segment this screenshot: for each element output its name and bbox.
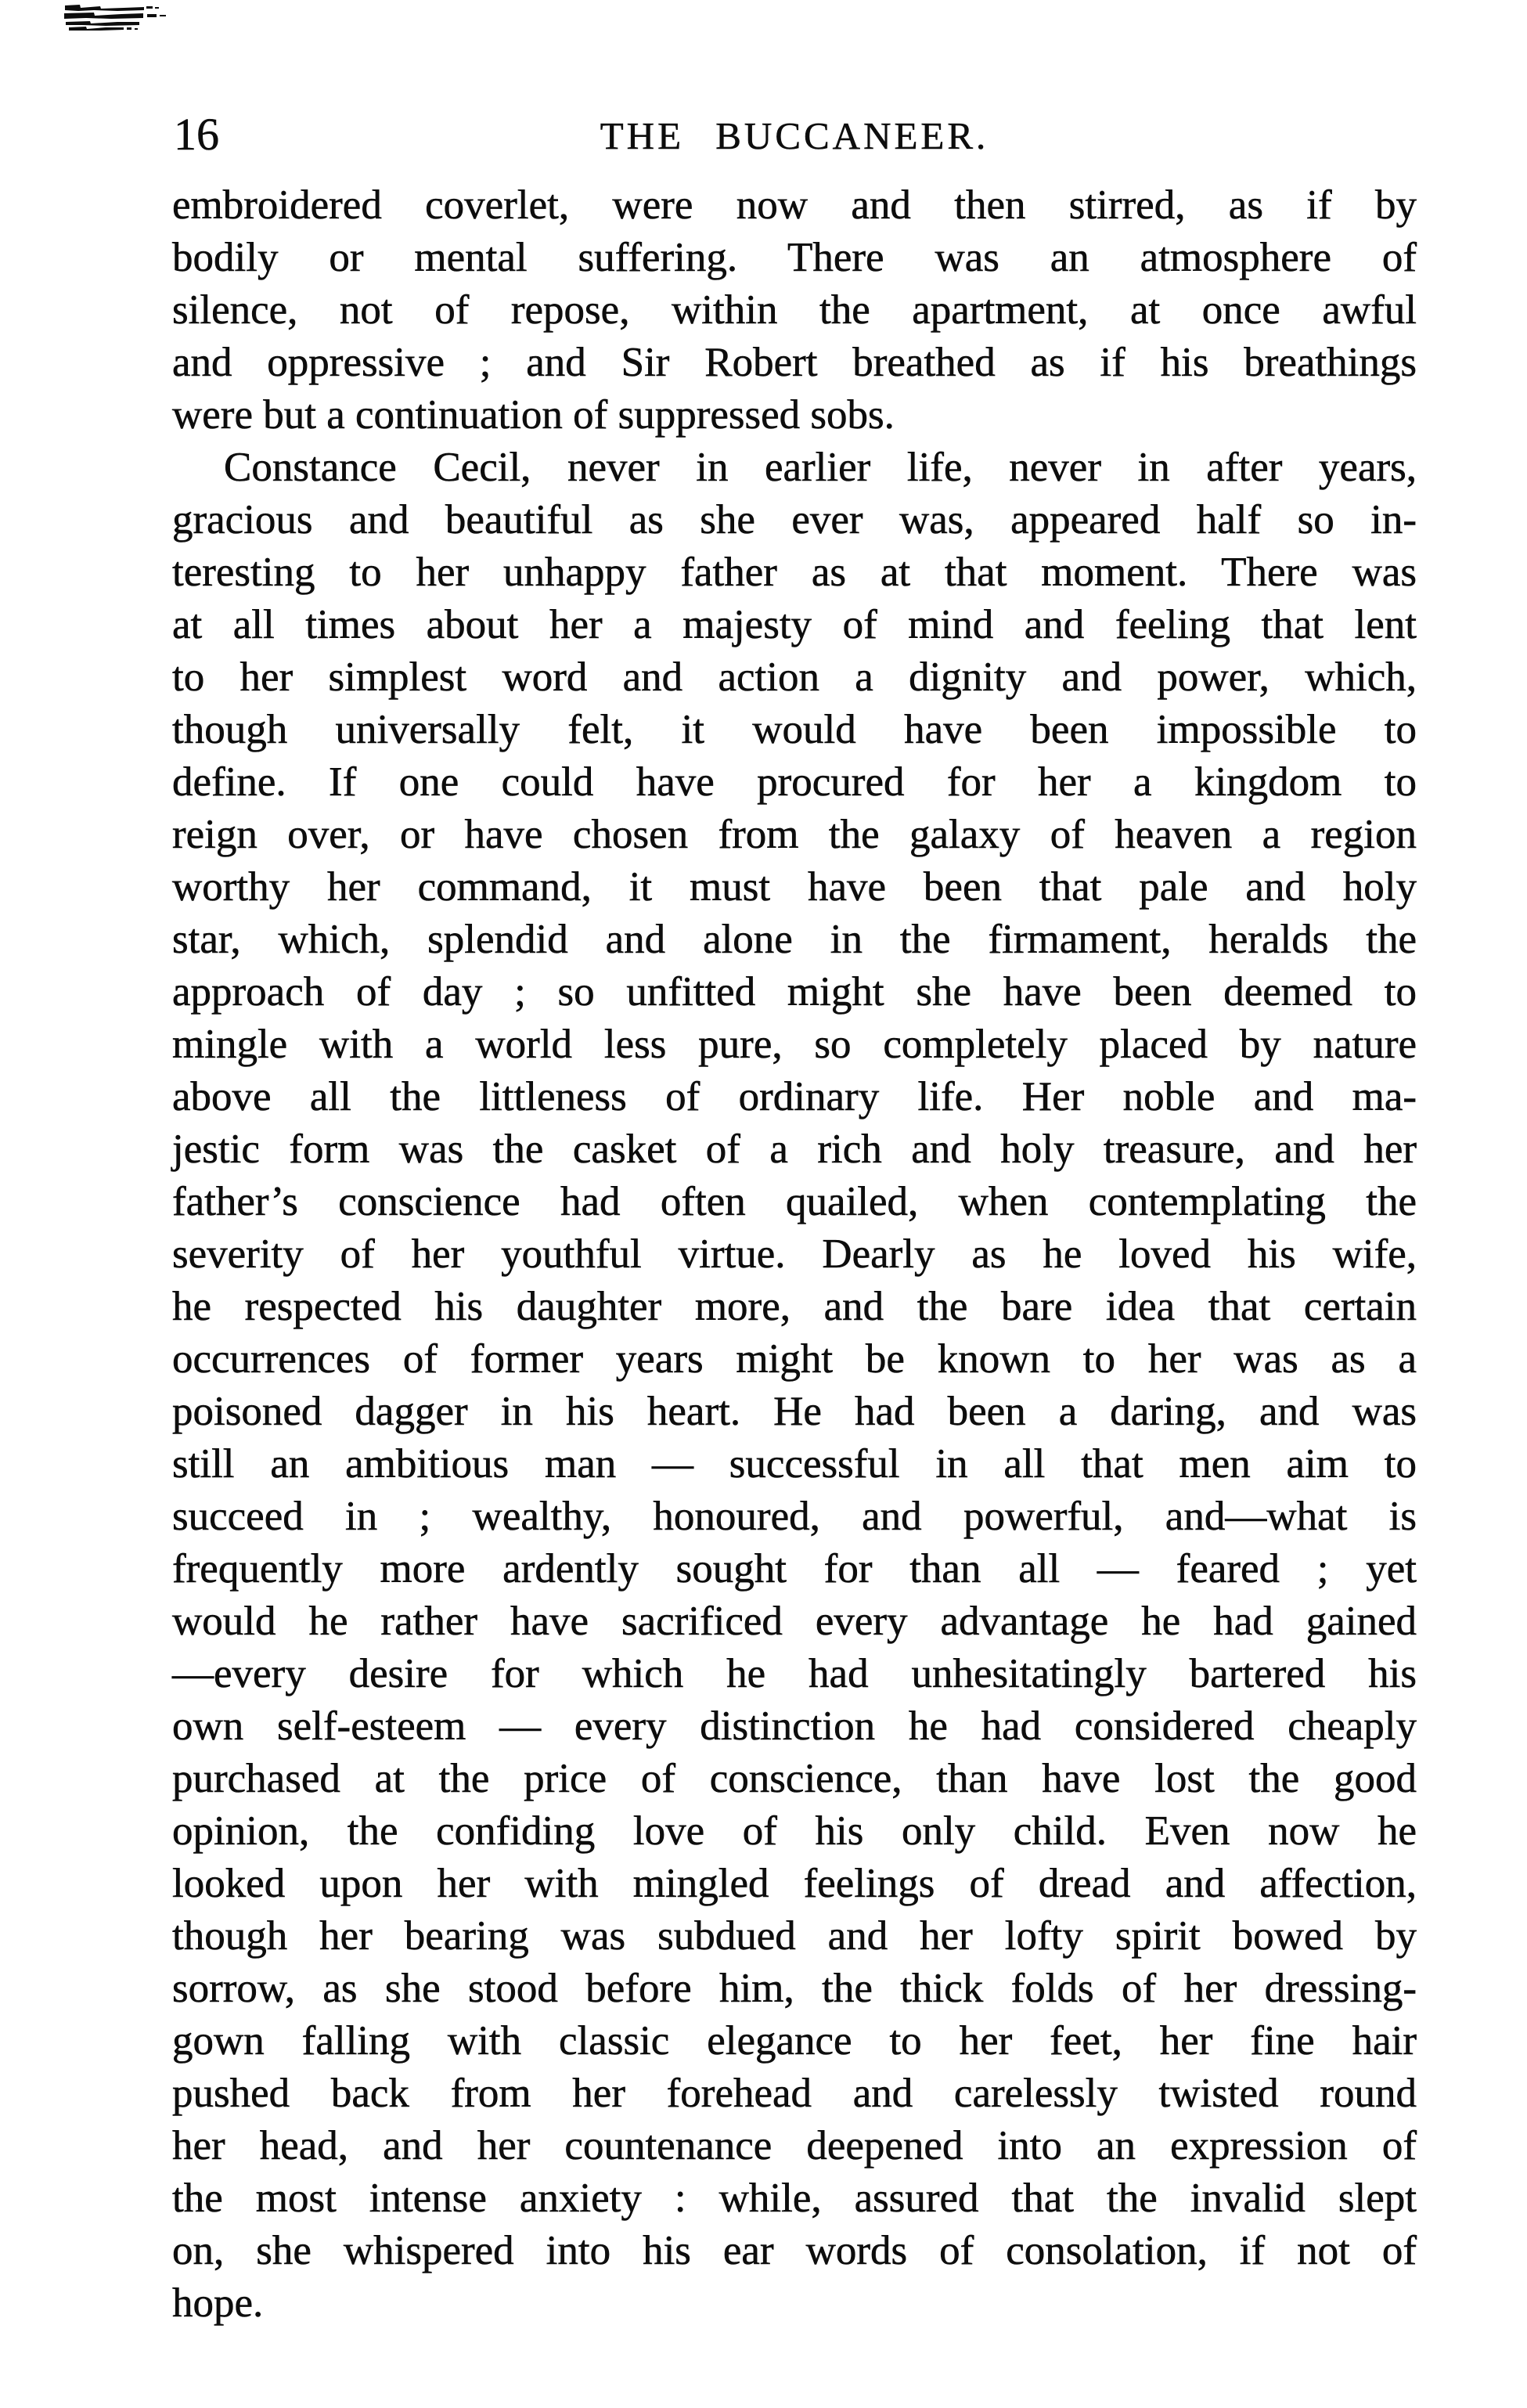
text-line: though universally felt, it would have been impossible to: [172, 707, 1417, 752]
text-line: bodily or mental suffering. There was an atmosphere of: [172, 235, 1417, 280]
text-line: on, she whispered into his ear words of consolation, if not of: [172, 2228, 1417, 2273]
text-line: star, which, splendid and alone in the firmament, heralds the: [172, 917, 1417, 962]
text-line: father’s conscience had often quailed, when contemplating the: [172, 1179, 1417, 1224]
text-line: still an ambitious man — successful in all that men aim to: [172, 1441, 1417, 1487]
text-line: define. If one could have procured for her a kingdom to: [172, 759, 1417, 805]
text-line: the most intense anxiety : while, assured that the invalid slept: [172, 2175, 1417, 2221]
text-line: were but a continuation of suppressed sobs.: [172, 392, 895, 438]
ink-smudge-graphic: [63, 4, 169, 32]
running-title: THE BUCCANEER.: [600, 114, 989, 157]
text-line: teresting to her unhappy father as at that moment. There was: [172, 550, 1417, 595]
text-line: hope.: [172, 2280, 264, 2326]
text-line: poisoned dagger in his heart. He had been a daring, and was: [172, 1389, 1417, 1434]
text-line: jestic form was the casket of a rich and holy treasure, and her: [172, 1126, 1417, 1172]
text-line: and oppressive ; and Sir Robert breathed as if his breathings: [172, 340, 1417, 385]
text-line: he respected his daughter more, and the bare idea that certain: [172, 1284, 1417, 1329]
text-line: severity of her youthful virtue. Dearly as he loved his wife,: [172, 1231, 1417, 1277]
text-line: mingle with a world less pure, so completely placed by nature: [172, 1022, 1417, 1067]
text-line: gracious and beautiful as she ever was, appeared half so in-: [172, 497, 1417, 543]
text-line: reign over, or have chosen from the galaxy of heaven a region: [172, 812, 1417, 857]
text-line: silence, not of repose, within the apartment, at once awful: [172, 287, 1417, 333]
text-line: looked upon her with mingled feelings of dread and affection,: [172, 1861, 1417, 1906]
text-line: purchased at the price of conscience, than have lost the good: [172, 1756, 1417, 1801]
text-line: opinion, the confiding love of his only child. Even now he: [172, 1808, 1417, 1854]
page-number: 16: [174, 109, 219, 160]
text-line: succeed in ; wealthy, honoured, and powerful, and—what is: [172, 1494, 1417, 1539]
text-line: own self-esteem — every distinction he had considered cheaply: [172, 1703, 1417, 1749]
text-line: gown falling with classic elegance to her feet, her fine hair: [172, 2018, 1417, 2064]
text-line: at all times about her a majesty of mind and feeling that lent: [172, 602, 1417, 647]
text-line: above all the littleness of ordinary life. Her noble and ma-: [172, 1074, 1417, 1119]
text-line: embroidered coverlet, were now and then stirred, as if by: [172, 182, 1417, 228]
text-line: though her bearing was subdued and her lofty spirit bowed by: [172, 1913, 1417, 1959]
text-line: Constance Cecil, never in earlier life, never in after years,: [224, 445, 1417, 490]
text-line: pushed back from her forehead and carelessly twisted round: [172, 2071, 1417, 2116]
text-line: to her simplest word and action a dignity and power, which,: [172, 654, 1417, 700]
ink-smudge-artifact: [63, 4, 169, 32]
text-line: frequently more ardently sought for than all — feared ; yet: [172, 1546, 1417, 1592]
text-line: her head, and her countenance deepened into an expression of: [172, 2123, 1417, 2168]
paragraph: [172, 442, 1417, 2330]
text-line: approach of day ; so unfitted might she have been deemed to: [172, 969, 1417, 1015]
text-line: sorrow, as she stood before him, the thick folds of her dressing-: [172, 1966, 1417, 2011]
text-block: [172, 179, 1417, 2330]
paragraph: [172, 179, 1417, 442]
text-line: —every desire for which he had unhesitatingly bartered his: [172, 1651, 1417, 1696]
page-header: [172, 109, 1417, 160]
text-line: occurrences of former years might be known to her was as a: [172, 1336, 1417, 1382]
text-line: would he rather have sacrificed every advantage he had gained: [172, 1599, 1417, 1644]
text-line: worthy her command, it must have been that pale and holy: [172, 864, 1417, 910]
